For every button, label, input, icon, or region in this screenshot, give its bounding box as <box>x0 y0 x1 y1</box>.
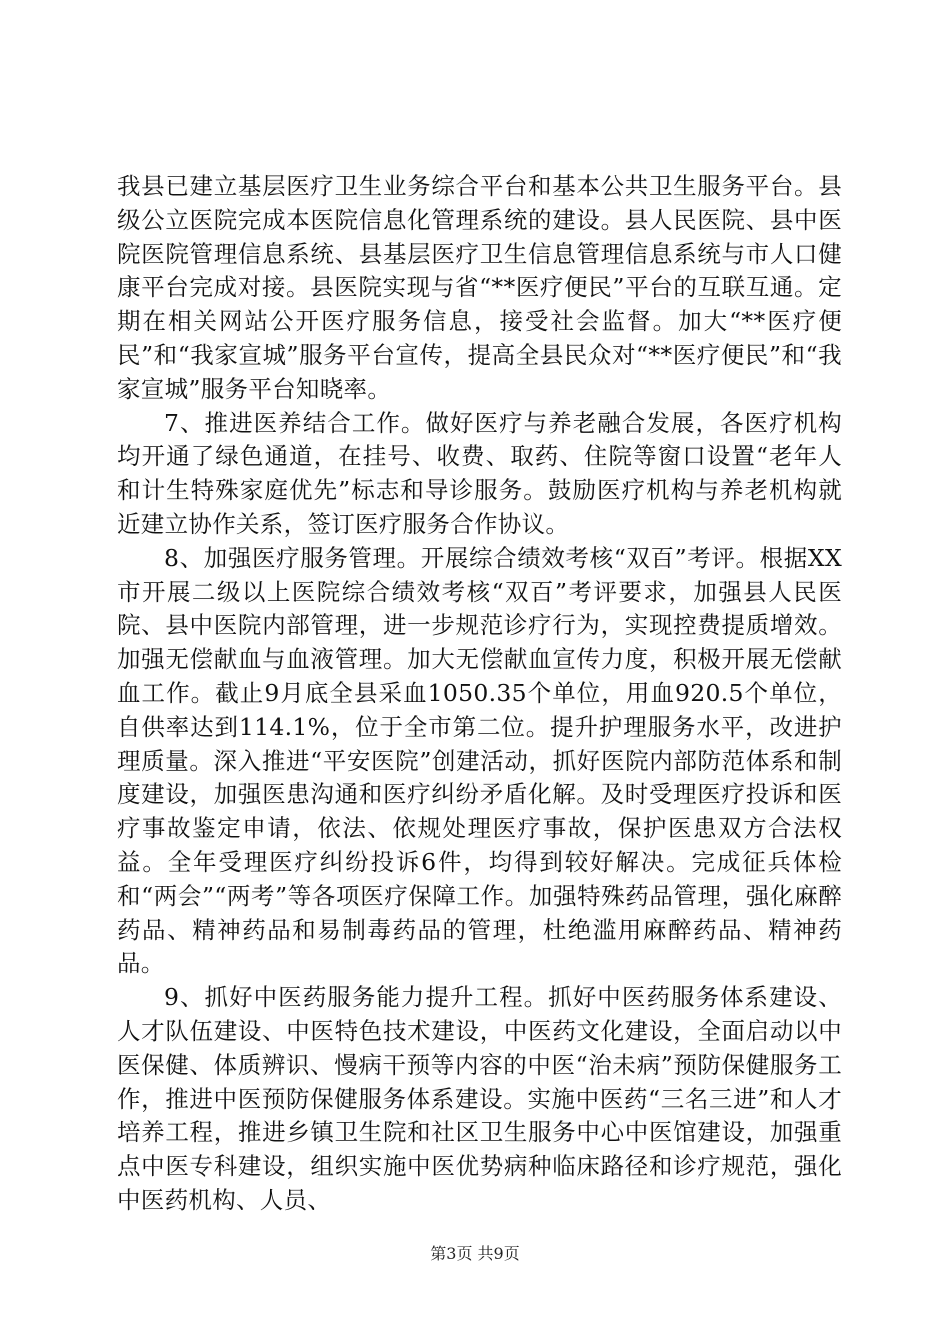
document-body <box>117 170 842 1218</box>
paragraph-item-7: 7、推进医养结合工作。做好医疗与养老融合发展，各医疗机构均开通了绿色通道，在挂号、收费、取药、住院等窗口设置“老年人和计生特殊家庭优先”标志和导诊服务。鼓励医疗机构与养老机构就近建立协作关系，签订医疗服务合作协议。 <box>117 408 842 538</box>
paragraph-platform-info: 我县已建立基层医疗卫生业务综合平台和基本公共卫生服务平台。县级公立医院完成本医院信息化管理系统的建设。县人民医院、县中医院医院管理信息系统、县基层医疗卫生信息管理信息系统与市人口健康平台完成对接。县医院实现与省“**医疗便民”平台的互联互通。定期在相关网站公开医疗服务信息，接受社会监督。加大“**医疗便民”和“我家宣城”服务平台宣传，提高全县民众对“**医疗便民”和“我家宣城”服务平台知晓率。 <box>117 172 842 403</box>
paragraph-item-8: 8、加强医疗服务管理。开展综合绩效考核“双百”考评。根据XX市开展二级以上医院综合绩效考核“双百”考评要求，加强县人民医院、县中医院内部管理，进一步规范诊疗行为，实现控费提质增效。加强无偿献血与血液管理。加大无偿献血宣传力度，积极开展无偿献血工作。截止9月底全县采血1050.35个单位，用血920.5个单位，自供率达到114.1%，位于全市第二位。提升护理服务水平，改进护理质量。深入推进“平安医院”创建活动，抓好医院内部防范体系和制度建设，加强医患沟通和医疗纠纷矛盾化解。及时受理医疗投诉和医疗事故鉴定申请，依法、依规处理医疗事故，保护医患双方合法权益。全年受理医疗纠纷投诉6件，均得到较好解决。完成征兵体检和“两会”“两考”等各项医疗保障工作。加强特殊药品管理，强化麻醉药品、精神药品和易制毒药品的管理，杜绝滥用麻醉药品、精神药品。 <box>117 543 842 978</box>
page-number-footer: 第3页 共9页 <box>430 1244 520 1263</box>
paragraph-item-9: 9、抓好中医药服务能力提升工程。抓好中医药服务体系建设、人才队伍建设、中医特色技术建设，中医药文化建设，全面启动以中医保健、体质辨识、慢病干预等内容的中医“治未病”预防保健服务工作，推进中医预防保健服务体系建设。实施中医药“三名三进”和人才培养工程，推进乡镇卫生院和社区卫生服务中心中医馆建设，加强重点中医专科建设，组织实施中医优势病种临床路径和诊疗规范，强化中医药机构、人员、 <box>117 983 842 1214</box>
